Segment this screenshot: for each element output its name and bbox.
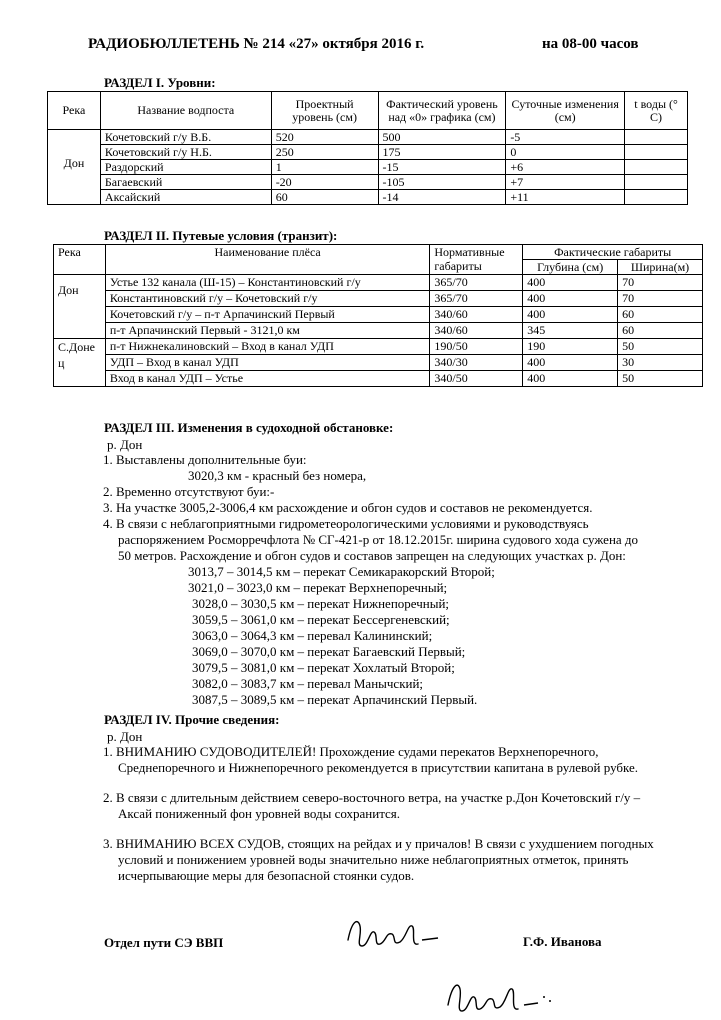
transit-cell: 345 xyxy=(523,323,618,339)
levels-cell: Багаевский xyxy=(100,175,271,190)
table-row xyxy=(48,190,688,205)
levels-cell xyxy=(625,130,688,145)
transit-cell: Устье 132 канала (Ш-15) – Константиновский г/у xyxy=(105,275,430,291)
signatory-name: Г.Ф. Иванова xyxy=(523,934,602,949)
transit-cell: 50 xyxy=(618,371,703,387)
section4-item3-line1: 3. ВНИМАНИЮ ВСЕХ СУДОВ, стоящих на рейдах и у причалов! В связи с ухудшением погодных xyxy=(103,836,654,851)
section4-item1-line1: 1. ВНИМАНИЮ СУДОВОДИТЕЛЕЙ! Прохождение судами перекатов Верхнепоречного, xyxy=(103,744,599,759)
transit-cell: 365/70 xyxy=(430,291,523,307)
levels-cell: 500 xyxy=(378,130,506,145)
restriction-item: 3013,7 – 3014,5 км – перекат Семикаракорский Второй; xyxy=(188,564,495,579)
transit-header-fact: Фактические габариты xyxy=(523,245,703,260)
levels-header-project: Проектный уровень (см) xyxy=(271,92,378,130)
transit-cell: 365/70 xyxy=(430,275,523,291)
department-name: Отдел пути СЭ ВВП xyxy=(104,935,224,950)
transit-header-row xyxy=(54,245,703,260)
levels-cell: 1 xyxy=(271,160,378,175)
levels-header-row xyxy=(48,92,688,130)
table-row xyxy=(54,371,703,387)
levels-cell: 175 xyxy=(378,145,506,160)
section3-item1-detail: 3020,3 км - красный без номера, xyxy=(188,468,367,483)
section3-title: РАЗДЕЛ III. Изменения в судоходной обстановке: xyxy=(104,420,394,435)
restriction-item: 3021,0 – 3023,0 км – перекат Верхнепоречный; xyxy=(188,580,448,595)
table-row xyxy=(54,275,703,291)
levels-cell: Раздорский xyxy=(100,160,271,175)
levels-header-river: Река xyxy=(48,92,101,130)
transit-cell: 70 xyxy=(618,275,703,291)
section3-item3: 3. На участке 3005,2-3006,4 км расхождение и обгон судов и составов не рекомендуется. xyxy=(103,500,593,515)
levels-cell: -20 xyxy=(271,175,378,190)
transit-cell: п-т Нижнекалиновский – Вход в канал УДП xyxy=(105,339,430,355)
bulletin-title xyxy=(88,36,639,53)
restriction-item: 3059,5 – 3061,0 км – перекат Бессергеневский; xyxy=(192,612,450,627)
transit-cell: 340/50 xyxy=(430,371,523,387)
levels-cell: Кочетовский г/у В.Б. xyxy=(100,130,271,145)
transit-cell: 190 xyxy=(523,339,618,355)
levels-cell: -14 xyxy=(378,190,506,205)
levels-cell: 520 xyxy=(271,130,378,145)
table-row xyxy=(48,175,688,190)
table-row xyxy=(48,130,688,145)
section4-title: РАЗДЕЛ IV. Прочие сведения: xyxy=(104,712,280,727)
section4-item1-line2: Среднепоречного и Нижнепоречного рекомендуется в присутствии капитана в рулевой рубке. xyxy=(118,760,639,775)
transit-header-river: Река xyxy=(54,245,106,275)
transit-header-depth: Глубина (см) xyxy=(523,260,618,275)
transit-header-width: Ширина(м) xyxy=(618,260,703,275)
section3-item4-line3: 50 метров. Расхождение и обгон судов и составов запрещен на следующих участках р. Дон: xyxy=(118,548,626,563)
transit-cell: Кочетовский г/у – п-т Арпачинский Первый xyxy=(105,307,430,323)
levels-cell: Кочетовский г/у Н.Б. xyxy=(100,145,271,160)
levels-cell: 60 xyxy=(271,190,378,205)
signature-dot xyxy=(549,1000,551,1002)
section4-item3-line3: исчерпывающие меры для безопасной стоянки судов. xyxy=(118,868,415,883)
restriction-item: 3069,0 – 3070,0 км – перекат Багаевский Первый; xyxy=(192,644,466,659)
signature-dash xyxy=(422,938,438,940)
transit-cell: УДП – Вход в канал УДП xyxy=(105,355,430,371)
signature-image xyxy=(338,912,448,954)
levels-table xyxy=(47,91,688,205)
section3-item1: 1. Выставлены дополнительные буи: xyxy=(103,452,307,467)
transit-cell: 340/30 xyxy=(430,355,523,371)
transit-header-norm: Нормативные габариты xyxy=(430,245,523,275)
transit-cell: п-т Арпачинский Первый - 3121,0 км xyxy=(105,323,430,339)
levels-header-post: Название водпоста xyxy=(100,92,271,130)
transit-table xyxy=(53,244,703,387)
transit-river-donets: С.Донец xyxy=(54,339,106,387)
transit-cell: 340/60 xyxy=(430,323,523,339)
levels-cell xyxy=(625,190,688,205)
levels-cell: 0 xyxy=(506,145,625,160)
section4-item2-line1: 2. В связи с длительным действием северо-восточного ветра, на участке р.Дон Кочетовский г/у – xyxy=(103,790,641,805)
table-row xyxy=(54,339,703,355)
signature-stroke xyxy=(348,922,418,946)
restriction-item: 3028,0 – 3030,5 км – перекат Нижнепоречный; xyxy=(192,596,450,611)
levels-river: Дон xyxy=(48,130,101,205)
section2-title: РАЗДЕЛ II. Путевые условия (транзит): xyxy=(104,228,338,243)
restriction-item: 3079,5 – 3081,0 км – перекат Хохлатый Второй; xyxy=(192,660,455,675)
table-row xyxy=(54,307,703,323)
transit-cell: 190/50 xyxy=(430,339,523,355)
section4-item3-line2: условий и понижением уровней воды значительно ниже неблагоприятных отметок, принять xyxy=(118,852,629,867)
section3-item4-line1: 4. В связи с неблагоприятными гидрометеорологическими условиями и руководствуясь xyxy=(103,516,589,531)
levels-cell xyxy=(625,175,688,190)
section1-title: РАЗДЕЛ I. Уровни: xyxy=(104,75,216,90)
signature-dash xyxy=(524,1003,538,1005)
levels-header-temp: t воды (° С) xyxy=(625,92,688,130)
signature-dot xyxy=(543,996,545,998)
transit-cell: 400 xyxy=(523,291,618,307)
restriction-item: 3082,0 – 3083,7 км – перевал Манычский; xyxy=(192,676,424,691)
transit-cell: Вход в канал УДП – Устье xyxy=(105,371,430,387)
levels-header-change: Суточные изменения (см) xyxy=(506,92,625,130)
levels-header-actual: Фактический уровень над «0» графика (см) xyxy=(378,92,506,130)
transit-cell: 400 xyxy=(523,275,618,291)
section3-item2: 2. Временно отсутствуют буи:- xyxy=(103,484,275,499)
transit-cell: 50 xyxy=(618,339,703,355)
transit-cell: 70 xyxy=(618,291,703,307)
transit-header-name: Наименование плёса xyxy=(105,245,430,275)
section4-river: р. Дон xyxy=(107,729,143,744)
levels-cell: +11 xyxy=(506,190,625,205)
table-row xyxy=(54,323,703,339)
transit-cell: 30 xyxy=(618,355,703,371)
levels-cell: -15 xyxy=(378,160,506,175)
levels-cell: Аксайский xyxy=(100,190,271,205)
transit-cell: 400 xyxy=(523,307,618,323)
levels-cell: +6 xyxy=(506,160,625,175)
section3-river: р. Дон xyxy=(107,437,143,452)
section4-item2-line2: Аксай пониженный фон уровней воды сохранится. xyxy=(118,806,401,821)
levels-cell xyxy=(625,160,688,175)
section3-item4-line2: распоряжением Росморречфлота № СГ-421-р от 18.12.2015г. ширина судового хода сужена до xyxy=(118,532,639,547)
transit-cell: 400 xyxy=(523,355,618,371)
transit-river-don: Дон xyxy=(54,275,106,339)
signature-image-2 xyxy=(440,975,570,1017)
levels-cell xyxy=(625,145,688,160)
bulletin-title-left: РАДИОБЮЛЛЕТЕНЬ № 214 «27» октября 2016 г. xyxy=(88,36,425,52)
transit-cell: 60 xyxy=(618,307,703,323)
table-row xyxy=(48,145,688,160)
levels-cell: -5 xyxy=(506,130,625,145)
restriction-item: 3063,0 – 3064,3 км – перевал Калининский; xyxy=(192,628,433,643)
table-row xyxy=(54,355,703,371)
transit-cell: 60 xyxy=(618,323,703,339)
levels-cell: -105 xyxy=(378,175,506,190)
bulletin-time: на 08-00 часов xyxy=(542,36,639,52)
levels-cell: +7 xyxy=(506,175,625,190)
transit-cell: 400 xyxy=(523,371,618,387)
signature-stroke xyxy=(448,985,518,1011)
table-row xyxy=(54,291,703,307)
table-row xyxy=(48,160,688,175)
transit-cell: Константиновский г/у – Кочетовский г/у xyxy=(105,291,430,307)
restriction-item: 3087,5 – 3089,5 км – перекат Арпачинский Первый. xyxy=(192,692,478,707)
levels-cell: 250 xyxy=(271,145,378,160)
transit-cell: 340/60 xyxy=(430,307,523,323)
